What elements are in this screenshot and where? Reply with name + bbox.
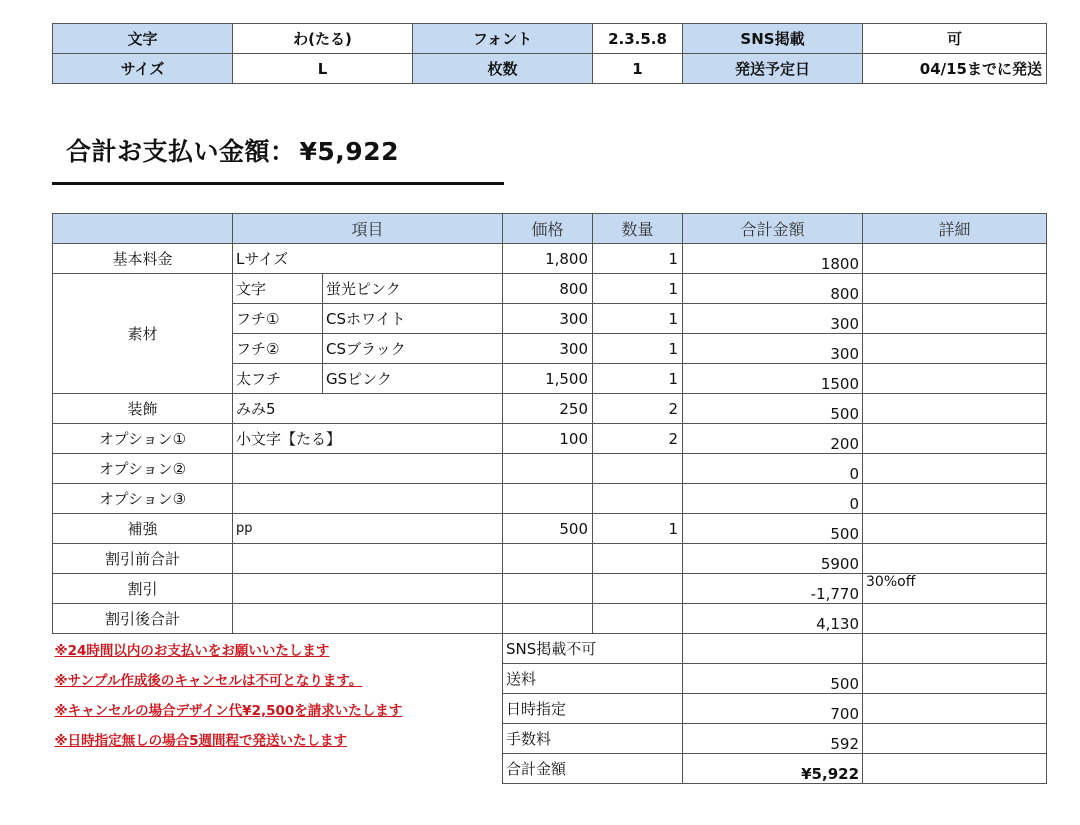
row-label: 素材 (53, 274, 233, 394)
row-price: 300 (503, 334, 593, 364)
row-qty (593, 484, 683, 514)
summary-row (53, 754, 1047, 784)
summary-detail (863, 694, 1047, 724)
row-label: オプション① (53, 424, 233, 454)
summary-label: 送料 (503, 664, 683, 694)
header-price: 価格 (503, 214, 593, 244)
table-row (53, 484, 1047, 514)
summary-label: 合計金額 (503, 754, 683, 784)
summary-grand-total: ¥5,922 (683, 754, 863, 784)
summary-value: 500 (683, 664, 863, 694)
total-payment-amount: ¥5,922 (299, 137, 399, 166)
table-row (53, 394, 1047, 424)
cost-breakdown-table (52, 213, 1047, 784)
row-qty (593, 604, 683, 634)
row-label: 補強 (53, 514, 233, 544)
row-qty (593, 574, 683, 604)
row-qty: 1 (593, 334, 683, 364)
row-price (503, 544, 593, 574)
row-detail (863, 304, 1047, 334)
summary-value (683, 634, 863, 664)
row-total: 500 (683, 514, 863, 544)
header-detail: 詳細 (863, 214, 1047, 244)
summary-detail (863, 634, 1047, 664)
summary-row (53, 724, 1047, 754)
info-label: サイズ (53, 54, 233, 84)
row-item: 小文字【たる】 (233, 424, 503, 454)
info-value: 1 (593, 54, 683, 84)
summary-row (53, 694, 1047, 724)
row-total: 5900 (683, 544, 863, 574)
row-price: 1,500 (503, 364, 593, 394)
info-row (53, 24, 1047, 54)
summary-label: 日時指定 (503, 694, 683, 724)
row-price: 100 (503, 424, 593, 454)
row-detail (863, 244, 1047, 274)
info-value: 可 (863, 24, 1047, 54)
notice-text: ※24時間以内のお支払いをお願いいたします (54, 642, 330, 659)
total-payment-heading (66, 132, 399, 168)
table-row (53, 424, 1047, 454)
row-qty: 2 (593, 394, 683, 424)
row-label: 割引 (53, 574, 233, 604)
row-detail (863, 544, 1047, 574)
row-total: -1,770 (683, 574, 863, 604)
info-value: L (233, 54, 413, 84)
row-detail: 30%off (863, 574, 1047, 604)
empty-cell (53, 754, 503, 784)
row-total: 300 (683, 304, 863, 334)
info-value: 04/15までに発送 (863, 54, 1047, 84)
row-detail (863, 604, 1047, 634)
row-subitem: 文字 (233, 274, 323, 304)
row-price: 1,800 (503, 244, 593, 274)
summary-row (53, 634, 1047, 664)
row-detail (863, 334, 1047, 364)
row-qty: 1 (593, 244, 683, 274)
summary-value: 700 (683, 694, 863, 724)
row-price (503, 454, 593, 484)
summary-value: 592 (683, 724, 863, 754)
summary-label: SNS掲載不可 (503, 634, 683, 664)
row-qty: 1 (593, 304, 683, 334)
info-value: 2.3.5.8 (593, 24, 683, 54)
info-row (53, 54, 1047, 84)
row-qty (593, 544, 683, 574)
order-info-table (52, 23, 1047, 84)
row-total: 0 (683, 454, 863, 484)
row-total: 800 (683, 274, 863, 304)
heading-underline (52, 182, 504, 185)
row-detail (863, 274, 1047, 304)
header-qty: 数量 (593, 214, 683, 244)
row-subitem: フチ① (233, 304, 323, 334)
row-item (233, 544, 503, 574)
table-row (53, 574, 1047, 604)
row-total: 500 (683, 394, 863, 424)
row-label: 基本料金 (53, 244, 233, 274)
row-item: 蛍光ピンク (323, 274, 503, 304)
header-total: 合計金額 (683, 214, 863, 244)
row-item: CSホワイト (323, 304, 503, 334)
table-row (53, 544, 1047, 574)
table-row (53, 604, 1047, 634)
total-payment-label: 合計お支払い金額： (66, 137, 296, 166)
row-qty: 1 (593, 274, 683, 304)
row-item (233, 454, 503, 484)
info-label: フォント (413, 24, 593, 54)
row-detail (863, 424, 1047, 454)
row-item (233, 574, 503, 604)
row-price (503, 604, 593, 634)
row-item: CSブラック (323, 334, 503, 364)
info-label: 文字 (53, 24, 233, 54)
notice-text: ※サンプル作成後のキャンセルは不可となります。 (54, 672, 363, 689)
info-label: SNS掲載 (683, 24, 863, 54)
header-cell (53, 214, 233, 244)
row-qty: 2 (593, 424, 683, 454)
summary-row (53, 664, 1047, 694)
row-label: オプション③ (53, 484, 233, 514)
row-label: 割引前合計 (53, 544, 233, 574)
info-value: わ(たる) (233, 24, 413, 54)
notice-text: ※日時指定無しの場合5週間程で発送いたします (54, 732, 348, 749)
table-row (53, 514, 1047, 544)
row-total: 1500 (683, 364, 863, 394)
row-total: 300 (683, 334, 863, 364)
table-row (53, 244, 1047, 274)
row-label: オプション② (53, 454, 233, 484)
row-detail (863, 484, 1047, 514)
row-item: GSピンク (323, 364, 503, 394)
row-detail (863, 454, 1047, 484)
row-price (503, 484, 593, 514)
row-item (233, 604, 503, 634)
header-item: 項目 (233, 214, 503, 244)
row-total: 4,130 (683, 604, 863, 634)
row-detail (863, 514, 1047, 544)
info-label: 枚数 (413, 54, 593, 84)
summary-label: 手数料 (503, 724, 683, 754)
info-label: 発送予定日 (683, 54, 863, 84)
row-label: 割引後合計 (53, 604, 233, 634)
table-row (53, 454, 1047, 484)
row-item (233, 484, 503, 514)
row-price: 800 (503, 274, 593, 304)
row-label: 装飾 (53, 394, 233, 424)
row-qty: 1 (593, 364, 683, 394)
row-price (503, 574, 593, 604)
table-header-row (53, 214, 1047, 244)
row-qty: 1 (593, 514, 683, 544)
row-total: 1800 (683, 244, 863, 274)
table-row (53, 274, 1047, 304)
row-item: pp (233, 514, 503, 544)
row-detail (863, 364, 1047, 394)
row-subitem: フチ② (233, 334, 323, 364)
row-subitem: 太フチ (233, 364, 323, 394)
row-price: 300 (503, 304, 593, 334)
row-detail (863, 394, 1047, 424)
summary-detail (863, 664, 1047, 694)
row-total: 200 (683, 424, 863, 454)
row-total: 0 (683, 484, 863, 514)
summary-detail (863, 724, 1047, 754)
row-price: 250 (503, 394, 593, 424)
row-item: みみ5 (233, 394, 503, 424)
row-qty (593, 454, 683, 484)
row-item: Lサイズ (233, 244, 503, 274)
notice-text: ※キャンセルの場合デザイン代¥2,500を請求いたします (54, 702, 403, 719)
summary-detail (863, 754, 1047, 784)
row-price: 500 (503, 514, 593, 544)
